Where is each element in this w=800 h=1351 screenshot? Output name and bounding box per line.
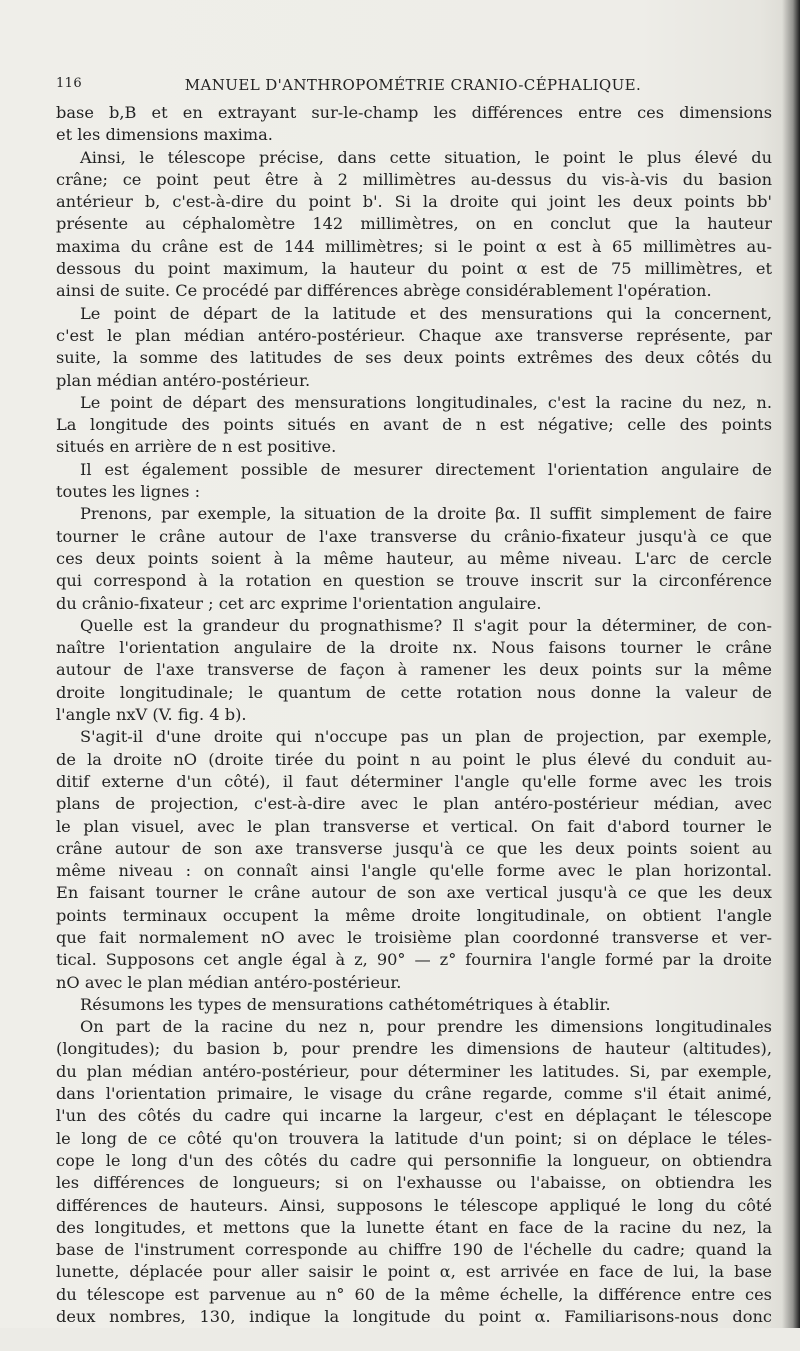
text-line: lunette, déplacée pour aller saisir le point α, est arrivée en face de lui, la base bbox=[56, 1262, 772, 1282]
page-header bbox=[56, 76, 770, 100]
text-line: ces deux points soient à la même hauteur, au même niveau. L'arc de cercle bbox=[56, 548, 772, 568]
text-line: Le point de départ des mensurations longitudinales, c'est la racine du nez, n. bbox=[80, 392, 772, 412]
text-line: des longitudes, et mettons que la lunette étant en face de la racine du nez, la bbox=[56, 1217, 772, 1237]
text-line: l'un des côtés du cadre qui incarne la largeur, c'est en déplaçant le télescope bbox=[56, 1106, 772, 1126]
text-line: base b,B et en extrayant sur-le-champ les différences entre ces dimensions bbox=[56, 103, 772, 122]
text-line: le long de ce côté qu'on trouvera la latitude d'un point; si on déplace le téles- bbox=[56, 1128, 772, 1148]
text-line: du plan médian antéro-postérieur, pour déterminer les latitudes. Si, par exemple, bbox=[56, 1061, 772, 1081]
text-line: plan médian antéro-postérieur. bbox=[56, 370, 311, 390]
text-line: droite longitudinale; le quantum de cette rotation nous donne la valeur de bbox=[56, 682, 772, 702]
text-line: Résumons les types de mensurations cathétométriques à établir. bbox=[80, 994, 611, 1014]
text-line: même niveau : on connaît ainsi l'angle qu'elle forme avec le plan horizontal. bbox=[56, 861, 772, 881]
text-line: du crânio-fixateur ; cet arc exprime l'orientation angulaire. bbox=[56, 593, 542, 613]
text-line: ainsi de suite. Ce procédé par différences abrège considérablement l'opération. bbox=[56, 281, 712, 301]
text-line: points terminaux occupent la même droite longitudinale, on obtient l'angle bbox=[56, 905, 772, 925]
text-line: de la droite nO (droite tirée du point n au point le plus élevé du conduit au- bbox=[56, 749, 772, 769]
text-line bbox=[56, 1328, 772, 1350]
text-line: tourner le crâne autour de l'axe transverse du crânio-fixateur jusqu'à ce que bbox=[56, 526, 772, 546]
text-line: Prenons, par exemple, la situation de la droite βα. Il suffit simplement de faire bbox=[80, 504, 772, 524]
text-line: Le point de départ de la latitude et des mensurations qui la concernent, bbox=[80, 303, 772, 323]
text-line: Ainsi, le télescope précise, dans cette situation, le point le plus élevé du bbox=[80, 147, 772, 167]
text-line: l'angle nxV (V. fig. 4 b). bbox=[56, 705, 247, 725]
text-line: situés en arrière de n est positive. bbox=[56, 437, 337, 457]
text-line: plans de projection, c'est-à-dire avec le plan antéro-postérieur médian, avec bbox=[56, 794, 772, 814]
text-line: que fait normalement nO avec le troisième plan coordonné transverse et ver- bbox=[56, 927, 772, 947]
text-line: qui correspond à la rotation en question se trouve inscrit sur la circonférence bbox=[56, 571, 772, 591]
text-line: c'est le plan médian antéro-postérieur. Chaque axe transverse représente, par bbox=[56, 325, 772, 345]
text-line: naître l'orientation angulaire de la droite nx. Nous faisons tourner le crâne bbox=[56, 638, 772, 658]
running-title: MANUEL D'ANTHROPOMÉTRIE CRANIO-CÉPHALIQUE. bbox=[184, 76, 642, 94]
text-line: crâne autour de son axe transverse jusqu'à ce que les deux points soient au bbox=[56, 838, 772, 858]
text-line: nO avec le plan médian antéro-postérieur. bbox=[56, 972, 402, 992]
text-line: autour de l'axe transverse de façon à ramener les deux points sur la même bbox=[56, 660, 772, 680]
text-line: En faisant tourner le crâne autour de son axe vertical jusqu'à ce que les deux bbox=[56, 883, 772, 903]
text-line: présente au céphalomètre 142 millimètres, on en conclut que la hauteur bbox=[56, 214, 772, 234]
scan-edge-shadow bbox=[782, 0, 800, 1328]
text-line: La longitude des points situés en avant de n est négative; celle des points bbox=[56, 415, 772, 435]
text-line: toutes les lignes : bbox=[56, 482, 201, 502]
text-line: crâne; ce point peut être à 2 millimètres au-dessus du vis-à-vis du basion bbox=[56, 169, 772, 189]
page-number: 116 bbox=[56, 76, 83, 91]
text-line: du télescope est parvenue au n° 60 de la même échelle, la différence entre ces bbox=[56, 1284, 772, 1304]
text-line: maxima du crâne est de 144 millimètres; si le point α est à 65 millimètres au- bbox=[56, 236, 772, 256]
text-line: le plan visuel, avec le plan transverse et vertical. On fait d'abord tourner le bbox=[56, 816, 772, 836]
text-line: S'agit-il d'une droite qui n'occupe pas un plan de projection, par exemple, bbox=[80, 727, 772, 747]
text-line: tical. Supposons cet angle égal à z, 90° — z° fournira l'angle formé par la droite bbox=[56, 950, 772, 970]
text-line: suite, la somme des latitudes de ses deux points extrêmes des deux côtés du bbox=[56, 348, 772, 368]
text-line: les différences de longueurs; si on l'exhausse ou l'abaisse, on obtiendra les bbox=[56, 1173, 772, 1193]
body-text bbox=[56, 102, 772, 1351]
text-line: ditif externe d'un côté), il faut déterminer l'angle qu'elle forme avec les trois bbox=[56, 771, 772, 791]
text-line: cope le long d'un des côtés du cadre qui personnifie la longueur, on obtiendra bbox=[56, 1150, 772, 1170]
text-line: base de l'instrument corresponde au chiffre 190 de l'échelle du cadre; quand la bbox=[56, 1240, 772, 1260]
text-line: (longitudes); du basion b, pour prendre les dimensions de hauteur (altitudes), bbox=[56, 1039, 772, 1059]
text-line: dessous du point maximum, la hauteur du point α est de 75 millimètres, et bbox=[56, 259, 772, 279]
text-line: Il est également possible de mesurer directement l'orientation angulaire de bbox=[80, 459, 772, 479]
text-line: dans l'orientation primaire, le visage du crâne regarde, comme s'il était animé, bbox=[56, 1084, 772, 1104]
text-line: deux nombres, 130, indique la longitude du point α. Familiarisons-nous donc bbox=[56, 1307, 772, 1327]
text-line: différences de hauteurs. Ainsi, supposons le télescope appliqué le long du côté bbox=[56, 1195, 772, 1215]
text-line: et les dimensions maxima. bbox=[56, 125, 273, 145]
text-line: Quelle est la grandeur du prognathisme? Il s'agit pour la déterminer, de con- bbox=[80, 615, 772, 635]
text-line: On part de la racine du nez n, pour prendre les dimensions longitudinales bbox=[80, 1017, 772, 1037]
text-line: antérieur b, c'est-à-dire du point b'. Si la droite qui joint les deux points bb' bbox=[56, 192, 772, 212]
